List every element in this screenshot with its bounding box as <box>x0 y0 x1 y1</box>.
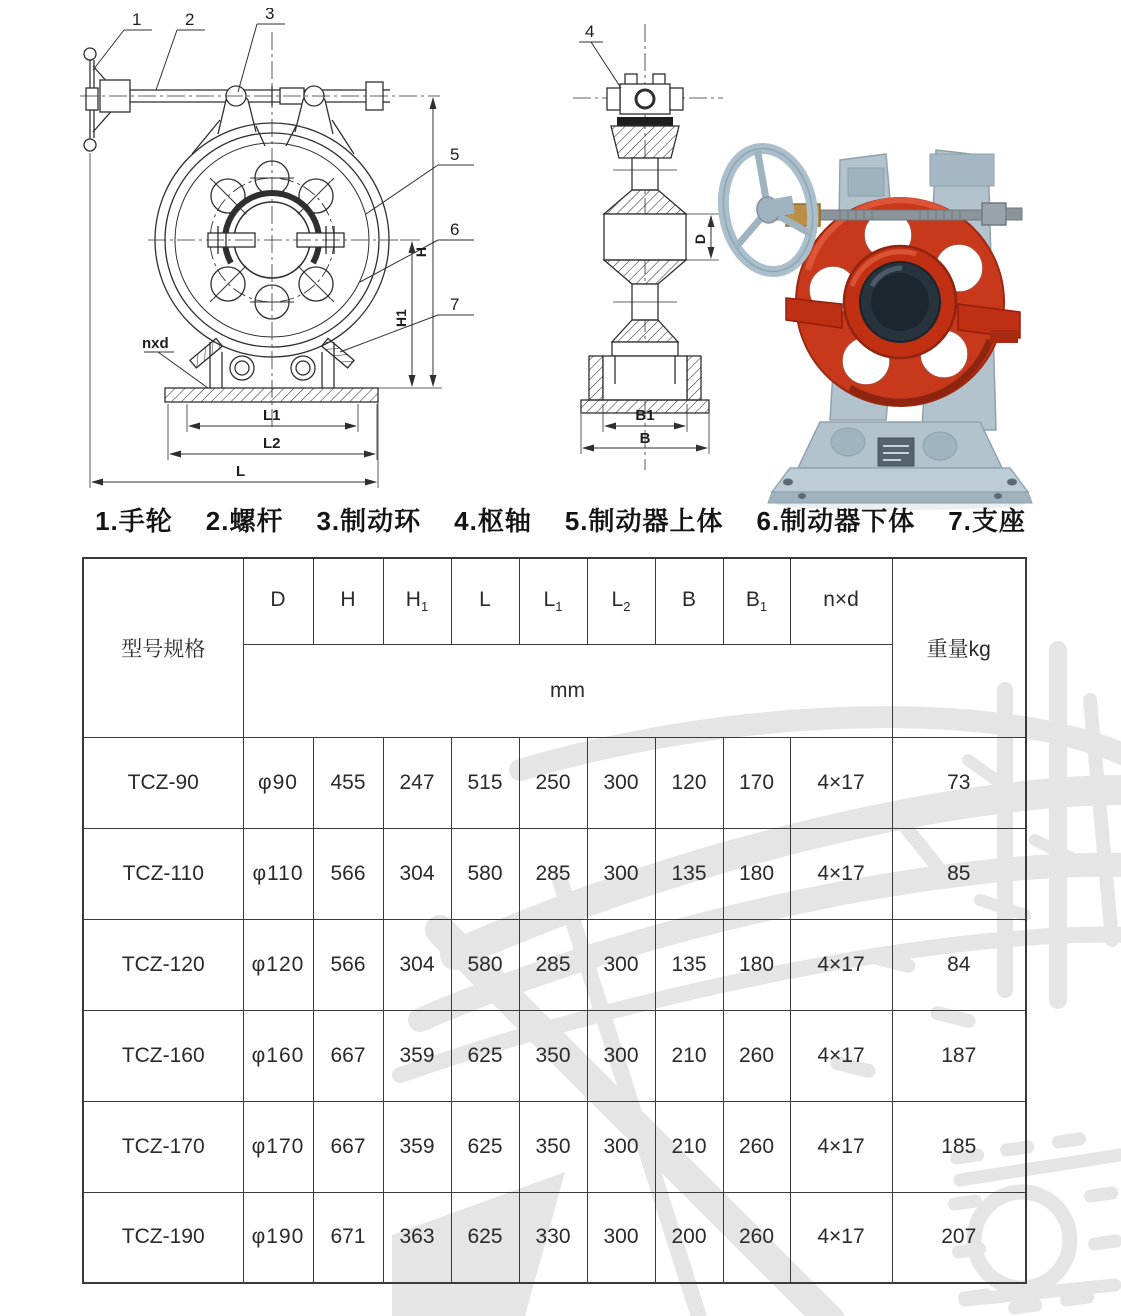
cell-B: 210 <box>655 1010 723 1101</box>
cell-H1: 363 <box>383 1192 451 1283</box>
cell-B1: 180 <box>723 919 790 1010</box>
cell-L2: 300 <box>587 1192 655 1283</box>
cell-weight: 187 <box>892 1010 1026 1101</box>
dim-L2: L2 <box>263 435 281 452</box>
header-dim-H1: $H_1$ <box>383 558 451 644</box>
cell-B1: 260 <box>723 1192 790 1283</box>
cell-B1: 180 <box>723 828 790 919</box>
support-feet <box>165 338 442 402</box>
cell-weight: 185 <box>892 1101 1026 1192</box>
cell-nxd: 4×17 <box>790 828 892 919</box>
dim-B1: B1 <box>635 407 655 424</box>
cell-H: 667 <box>313 1010 383 1101</box>
spec-table <box>82 557 1027 1284</box>
model-cell: TCZ-170 <box>83 1101 243 1192</box>
callout-leaders <box>93 24 474 388</box>
cell-D: φ120 <box>243 919 313 1010</box>
cell-nxd: 4×17 <box>790 1192 892 1283</box>
header-dim-D: D <box>243 558 313 644</box>
cell-D: φ190 <box>243 1192 313 1283</box>
cell-H: 566 <box>313 828 383 919</box>
cell-weight: 207 <box>892 1192 1026 1283</box>
cell-L2: 300 <box>587 919 655 1010</box>
callout-leaders-side <box>579 42 621 88</box>
callout-5: 5 <box>450 145 460 164</box>
dim-H: H <box>413 246 429 258</box>
cell-L: 625 <box>451 1010 519 1101</box>
handwheel-front <box>84 48 130 151</box>
cell-B1: 260 <box>723 1010 790 1101</box>
header-dim-L2: $L_2$ <box>587 558 655 644</box>
callout-2: 2 <box>185 10 195 29</box>
header-dim-L: L <box>451 558 519 644</box>
cell-L1: 285 <box>519 828 587 919</box>
model-cell: TCZ-190 <box>83 1192 243 1283</box>
callout-1: 1 <box>132 10 142 29</box>
callout-3: 3 <box>265 8 275 23</box>
cell-B: 200 <box>655 1192 723 1283</box>
cell-L1: 250 <box>519 737 587 828</box>
cell-L: 515 <box>451 737 519 828</box>
table-row <box>83 1192 1026 1283</box>
dim-L: L <box>236 463 246 480</box>
dimension-lines <box>90 98 433 488</box>
legend-item-lower-body: 6.制动器下体 <box>756 506 916 536</box>
legend-item-pivot: 4.枢轴 <box>454 506 532 536</box>
cell-L2: 300 <box>587 1101 655 1192</box>
model-cell: TCZ-160 <box>83 1010 243 1101</box>
dim-H1: H1 <box>393 309 409 327</box>
callout-6: 6 <box>450 220 460 239</box>
table-row <box>83 1101 1026 1192</box>
cell-L2: 300 <box>587 828 655 919</box>
dim-D: D <box>692 233 708 245</box>
cell-H: 455 <box>313 737 383 828</box>
cell-H: 566 <box>313 919 383 1010</box>
model-cell: TCZ-90 <box>83 737 243 828</box>
table-row <box>83 828 1026 919</box>
header-dim-L1: $L_1$ <box>519 558 587 644</box>
legend-item-support: 7.支座 <box>948 506 1026 536</box>
cell-B: 120 <box>655 737 723 828</box>
photo-base <box>768 422 1032 510</box>
cell-L2: 300 <box>587 737 655 828</box>
cell-H1: 359 <box>383 1010 451 1101</box>
cell-L: 625 <box>451 1192 519 1283</box>
dim-L1: L1 <box>263 407 281 424</box>
dim-B: B <box>639 430 651 447</box>
header-unit-mm: mm <box>243 644 892 737</box>
front-view-drawing <box>60 8 560 498</box>
callout-7: 7 <box>450 295 460 314</box>
cell-H: 671 <box>313 1192 383 1283</box>
cell-nxd: 4×17 <box>790 919 892 1010</box>
cell-H: 667 <box>313 1101 383 1192</box>
label-nxd: nxd <box>142 335 169 352</box>
model-cell: TCZ-110 <box>83 828 243 919</box>
cell-L: 580 <box>451 828 519 919</box>
cell-weight: 84 <box>892 919 1026 1010</box>
callout-4: 4 <box>585 22 595 41</box>
cell-L1: 350 <box>519 1010 587 1101</box>
cell-L2: 300 <box>587 1010 655 1101</box>
table-row <box>83 737 1026 828</box>
pivot-clevis <box>607 74 683 126</box>
cell-B1: 170 <box>723 737 790 828</box>
cell-weight: 73 <box>892 737 1026 828</box>
legend-item-upper-body: 5.制动器上体 <box>564 506 724 536</box>
cell-L1: 285 <box>519 919 587 1010</box>
header-dim-B1: $B_1$ <box>723 558 790 644</box>
legend-item-brake-ring: 3.制动环 <box>316 506 422 536</box>
cell-weight: 85 <box>892 828 1026 919</box>
cell-H1: 247 <box>383 737 451 828</box>
header-dim-nxd: n×d <box>790 558 892 644</box>
cell-L: 625 <box>451 1101 519 1192</box>
table-row <box>83 919 1026 1010</box>
legend-item-screw: 2.螺杆 <box>205 506 284 536</box>
legend-item-handwheel: 1.手轮 <box>95 506 173 536</box>
cell-D: φ110 <box>243 828 313 919</box>
cell-B: 135 <box>655 919 723 1010</box>
brake-body-section <box>604 126 686 356</box>
table-row <box>83 1010 1026 1101</box>
parts-legend <box>0 501 1121 538</box>
cell-nxd: 4×17 <box>790 737 892 828</box>
cell-B1: 260 <box>723 1101 790 1192</box>
cell-nxd: 4×17 <box>790 1010 892 1101</box>
header-dim-H: H <box>313 558 383 644</box>
product-photo <box>690 90 1090 510</box>
cell-B: 135 <box>655 828 723 919</box>
header-model: 型号规格 <box>83 558 243 737</box>
cell-nxd: 4×17 <box>790 1101 892 1192</box>
cell-H1: 304 <box>383 919 451 1010</box>
cell-D: φ160 <box>243 1010 313 1101</box>
cell-L: 580 <box>451 919 519 1010</box>
cell-L1: 350 <box>519 1101 587 1192</box>
cell-H1: 359 <box>383 1101 451 1192</box>
cell-D: φ90 <box>243 737 313 828</box>
header-dim-B: B <box>655 558 723 644</box>
model-cell: TCZ-120 <box>83 919 243 1010</box>
header-weight: 重量kg <box>892 558 1026 737</box>
cell-B: 210 <box>655 1101 723 1192</box>
cell-H1: 304 <box>383 828 451 919</box>
cell-L1: 330 <box>519 1192 587 1283</box>
cell-D: φ170 <box>243 1101 313 1192</box>
